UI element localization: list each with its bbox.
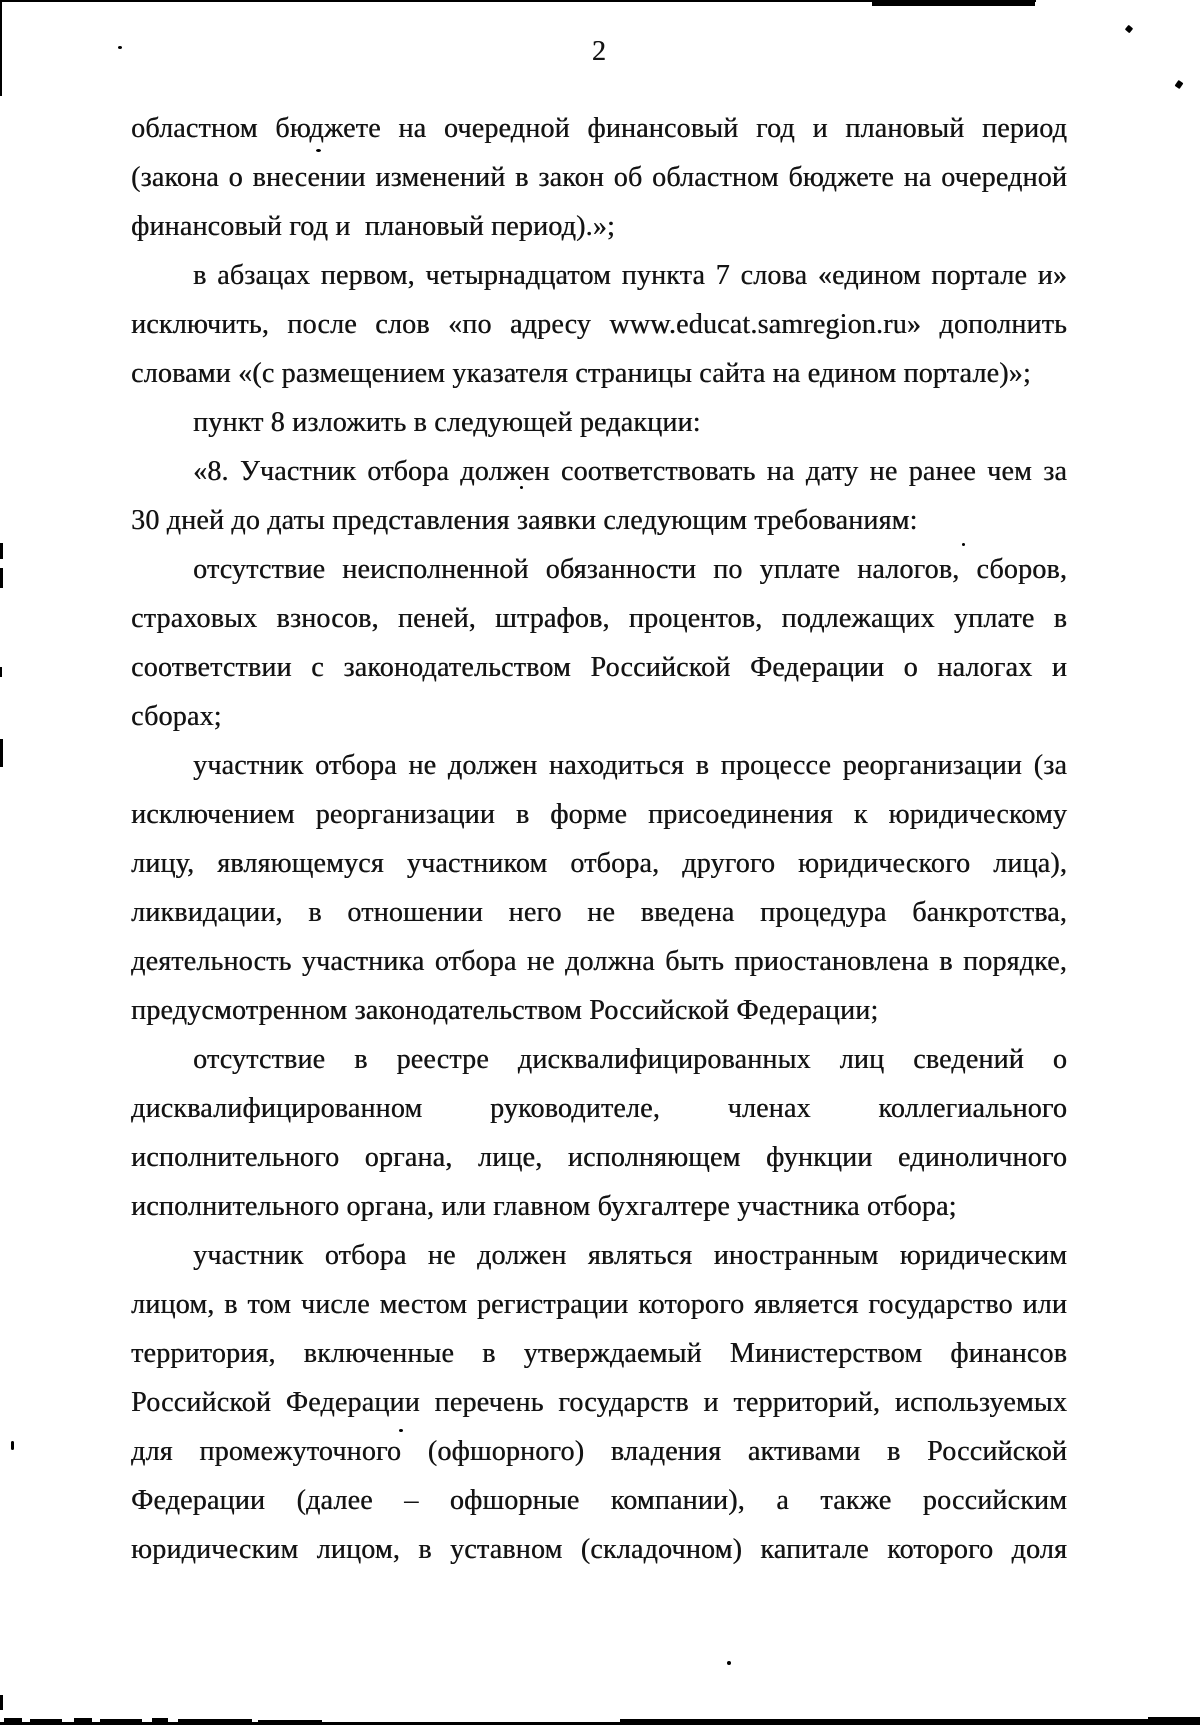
text-line: лицу, являющемуся участником отбора, другого юридического лица),	[131, 848, 1067, 879]
scan-artifact-speck	[118, 46, 122, 49]
text-line: областном бюджете на очередной финансовый год и плановый период	[131, 113, 1067, 144]
scan-artifact-speck	[1125, 25, 1133, 33]
text-line: юридическим лицом, в уставном (складочном) капитале которого доля	[131, 1534, 1067, 1565]
scan-artifact-left-edge-tick	[0, 568, 3, 588]
text-line: для промежуточного (офшорного) владения активами в Российской	[131, 1436, 1067, 1467]
text-line: отсутствие в реестре дисквалифицированных лиц сведений о	[193, 1044, 1067, 1075]
scan-artifact-left-edge-tick	[0, 1695, 3, 1710]
text-line: словами «(с размещением указателя страницы сайта на едином портале)»;	[131, 358, 1031, 389]
text-line: 30 дней до даты представления заявки следующим требованиям:	[131, 505, 918, 536]
text-line: исключением реорганизации в форме присоединения к юридическому	[131, 799, 1067, 830]
scan-artifact-left-edge-line	[0, 0, 2, 96]
text-line: отсутствие неисполненной обязанности по уплате налогов, сборов,	[193, 554, 1067, 585]
text-line: исполнительного органа, лице, исполняющем функции единоличного	[131, 1142, 1067, 1173]
text-line: (закона о внесении изменений в закон об областном бюджете на очередной	[131, 162, 1067, 193]
text-line: участник отбора не должен являться иностранным юридическим	[193, 1240, 1067, 1271]
document-body	[131, 104, 1067, 1574]
text-line: лицом, в том числе местом регистрации которого является государство или	[131, 1289, 1067, 1320]
text-line: территория, включенные в утверждаемый Министерством финансов	[131, 1338, 1067, 1369]
text-line: «8. Участник отбора должен соответствовать на дату не ранее чем за	[193, 456, 1067, 487]
page-number: 2	[591, 36, 607, 67]
scan-artifact-left-edge-tick	[0, 543, 3, 559]
scan-artifact-bottom-dash	[100, 1719, 142, 1725]
scan-artifact-bottom-dash	[30, 1719, 62, 1725]
scan-artifact-margin-mark	[11, 1441, 14, 1450]
scan-artifact-speck	[1175, 80, 1184, 89]
text-line: пункт 8 изложить в следующей редакции:	[193, 407, 701, 438]
text-line: деятельность участника отбора не должна быть приостановлена в порядке,	[131, 946, 1067, 977]
text-line: исполнительного органа, или главном бухгалтере участника отбора;	[131, 1191, 957, 1222]
scan-artifact-bottom-dash	[152, 1718, 168, 1725]
scan-artifact-speck	[727, 1661, 731, 1665]
text-line: ликвидации, в отношении него не введена процедура банкротства,	[131, 897, 1067, 928]
scan-artifact-bottom-dash	[74, 1718, 92, 1725]
scan-artifact-left-edge-tick	[0, 739, 3, 767]
text-line: соответствии с законодательством Российской Федерации о налогах и	[131, 652, 1067, 683]
text-line: дисквалифицированном руководителе, членах коллегиального	[131, 1093, 1067, 1124]
text-line: участник отбора не должен находиться в процессе реорганизации (за	[193, 750, 1067, 781]
text-line: Федерации (далее – офшорные компании), а также российским	[131, 1485, 1067, 1516]
scan-artifact-bottom-dash	[4, 1718, 22, 1725]
scan-artifact-left-edge-tick	[0, 667, 2, 677]
scan-artifact-bottom-dash	[178, 1719, 252, 1725]
scan-artifact-bottom-edge-segment	[620, 1719, 1200, 1725]
text-line: Российской Федерации перечень государств и территорий, используемых	[131, 1387, 1067, 1418]
scan-artifact-top-edge-segment	[872, 0, 1035, 6]
text-line: страховых взносов, пеней, штрафов, процентов, подлежащих уплате в	[131, 603, 1067, 634]
text-line: предусмотренном законодательством Российской Федерации;	[131, 995, 879, 1026]
text-line: исключить, после слов «по адресу www.educat.samregion.ru» дополнить	[131, 309, 1067, 340]
text-line: в абзацах первом, четырнадцатом пункта 7 слова «едином портале и»	[193, 260, 1067, 291]
scan-artifact-bottom-edge-corner	[1148, 1717, 1200, 1725]
scan-artifact-bottom-dash	[258, 1720, 322, 1725]
text-line: финансовый год и плановый период).»;	[131, 211, 615, 242]
text-line: сборах;	[131, 701, 222, 732]
